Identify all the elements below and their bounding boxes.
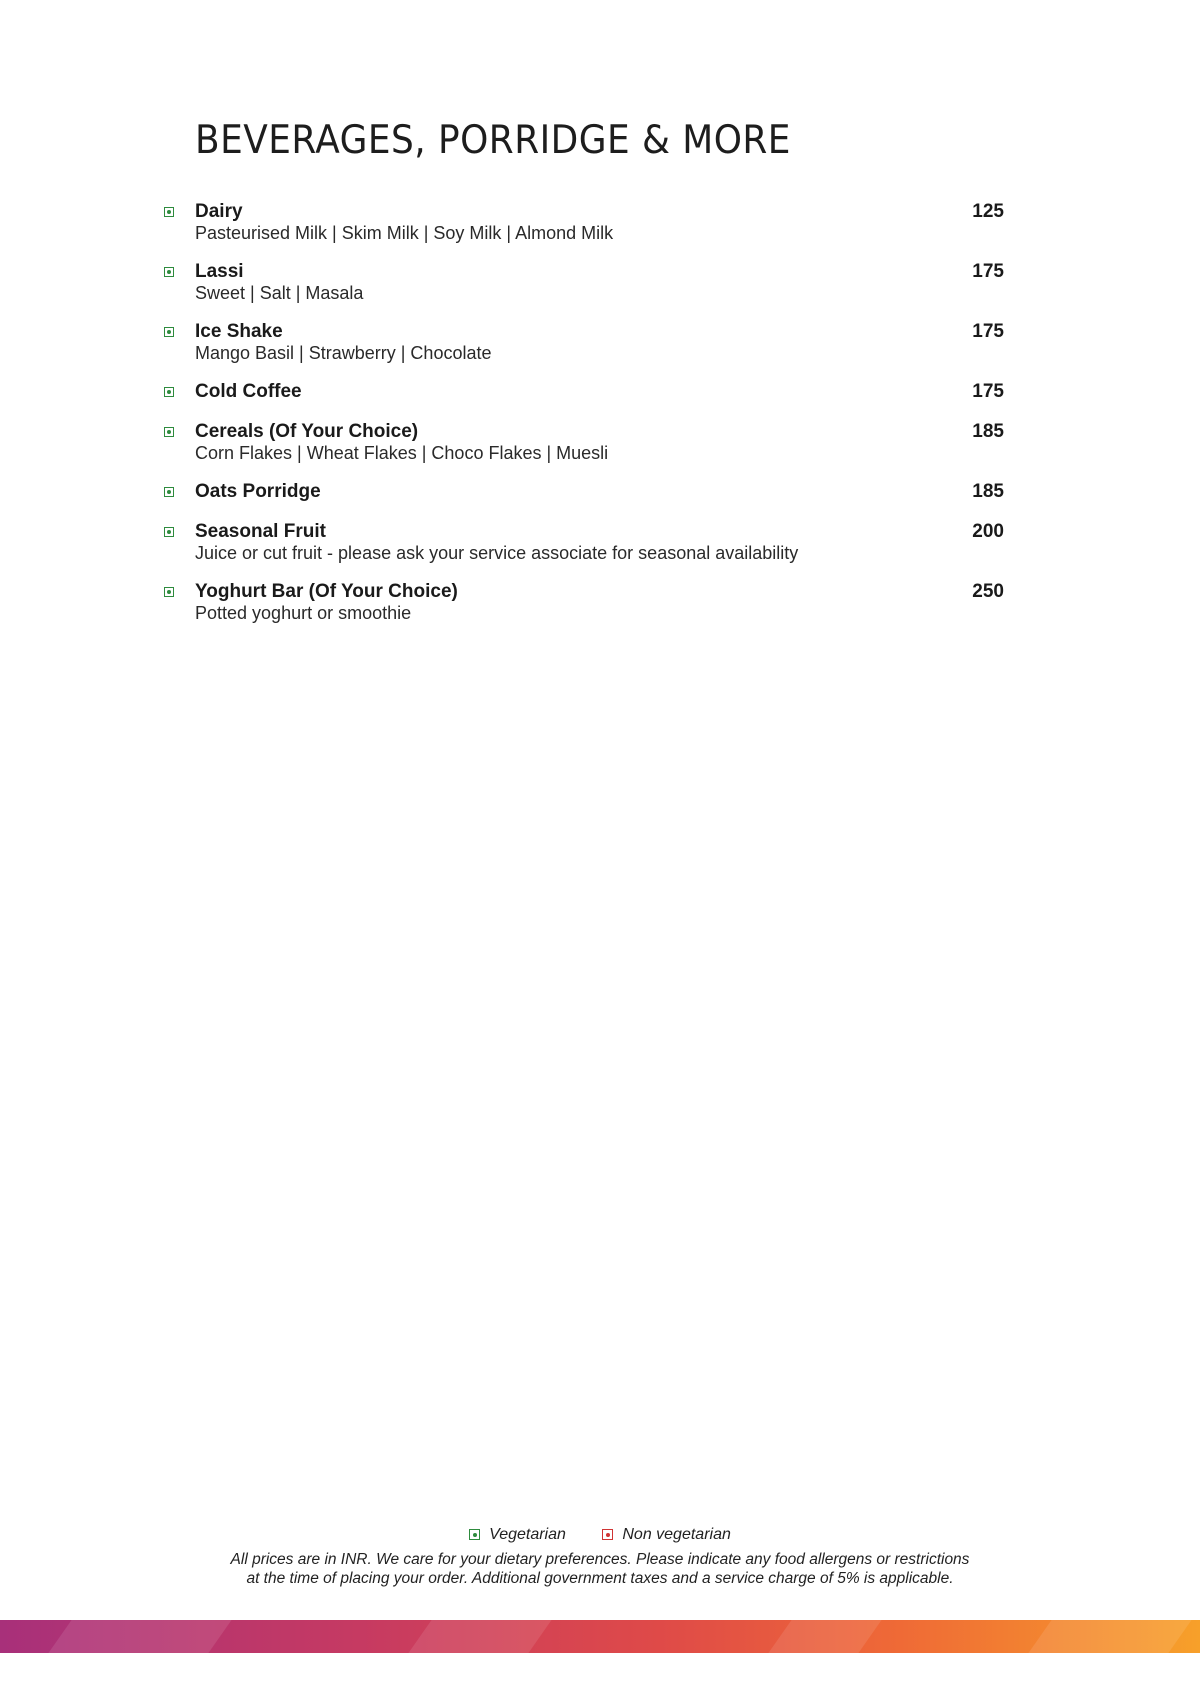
vegetarian-mark-icon [164, 327, 174, 337]
item-name: Cereals (Of Your Choice) [195, 421, 419, 442]
item-price: 250 [972, 581, 1004, 602]
legend-vegetarian [469, 1526, 566, 1544]
vegetarian-mark-icon [164, 207, 174, 217]
non-vegetarian-mark-icon [602, 1529, 613, 1540]
vegetarian-mark-icon [164, 587, 174, 597]
vegetarian-mark-icon [164, 387, 174, 397]
item-name: Oats Porridge [195, 481, 321, 502]
item-name: Ice Shake [195, 321, 283, 342]
item-price: 175 [972, 381, 1004, 402]
vegetarian-mark-icon [164, 267, 174, 277]
item-price: 185 [972, 481, 1004, 502]
item-price: 185 [972, 421, 1004, 442]
item-description: Pasteurised Milk | Skim Milk | Soy Milk | Almond Milk [195, 223, 614, 243]
vegetarian-mark-icon [469, 1529, 480, 1540]
item-description: Corn Flakes | Wheat Flakes | Choco Flakes | Muesli [195, 443, 609, 463]
item-name: Yoghurt Bar (Of Your Choice) [195, 581, 458, 602]
legend-vegetarian-label: Vegetarian [489, 1526, 566, 1543]
item-price: 200 [972, 521, 1004, 542]
page-title: BEVERAGES, PORRIDGE & MORE [195, 118, 791, 163]
footnote-line-2: at the time of placing your order. Additional government taxes and a service charge of 5% is applicable. [246, 1570, 954, 1587]
item-description: Sweet | Salt | Masala [195, 283, 364, 303]
vegetarian-mark-icon [164, 527, 174, 537]
item-price: 175 [972, 321, 1004, 342]
legend-non-vegetarian-label: Non vegetarian [622, 1526, 731, 1543]
footer-color-band [0, 1620, 1200, 1653]
item-description: Juice or cut fruit - please ask your service associate for seasonal availability [195, 543, 799, 563]
diet-legend [0, 1526, 1200, 1544]
item-name: Cold Coffee [195, 381, 302, 402]
vegetarian-mark-icon [164, 487, 174, 497]
item-name: Dairy [195, 201, 243, 222]
item-price: 125 [972, 201, 1004, 222]
price-footnote [0, 1550, 1200, 1588]
item-name: Lassi [195, 261, 244, 282]
item-price: 175 [972, 261, 1004, 282]
item-name: Seasonal Fruit [195, 521, 326, 542]
vegetarian-mark-icon [164, 427, 174, 437]
item-description: Potted yoghurt or smoothie [195, 603, 412, 623]
legend-non-vegetarian [602, 1526, 731, 1544]
footnote-line-1: All prices are in INR. We care for your dietary preferences. Please indicate any food allergens or restrictions [230, 1551, 970, 1568]
item-description: Mango Basil | Strawberry | Chocolate [195, 343, 492, 363]
